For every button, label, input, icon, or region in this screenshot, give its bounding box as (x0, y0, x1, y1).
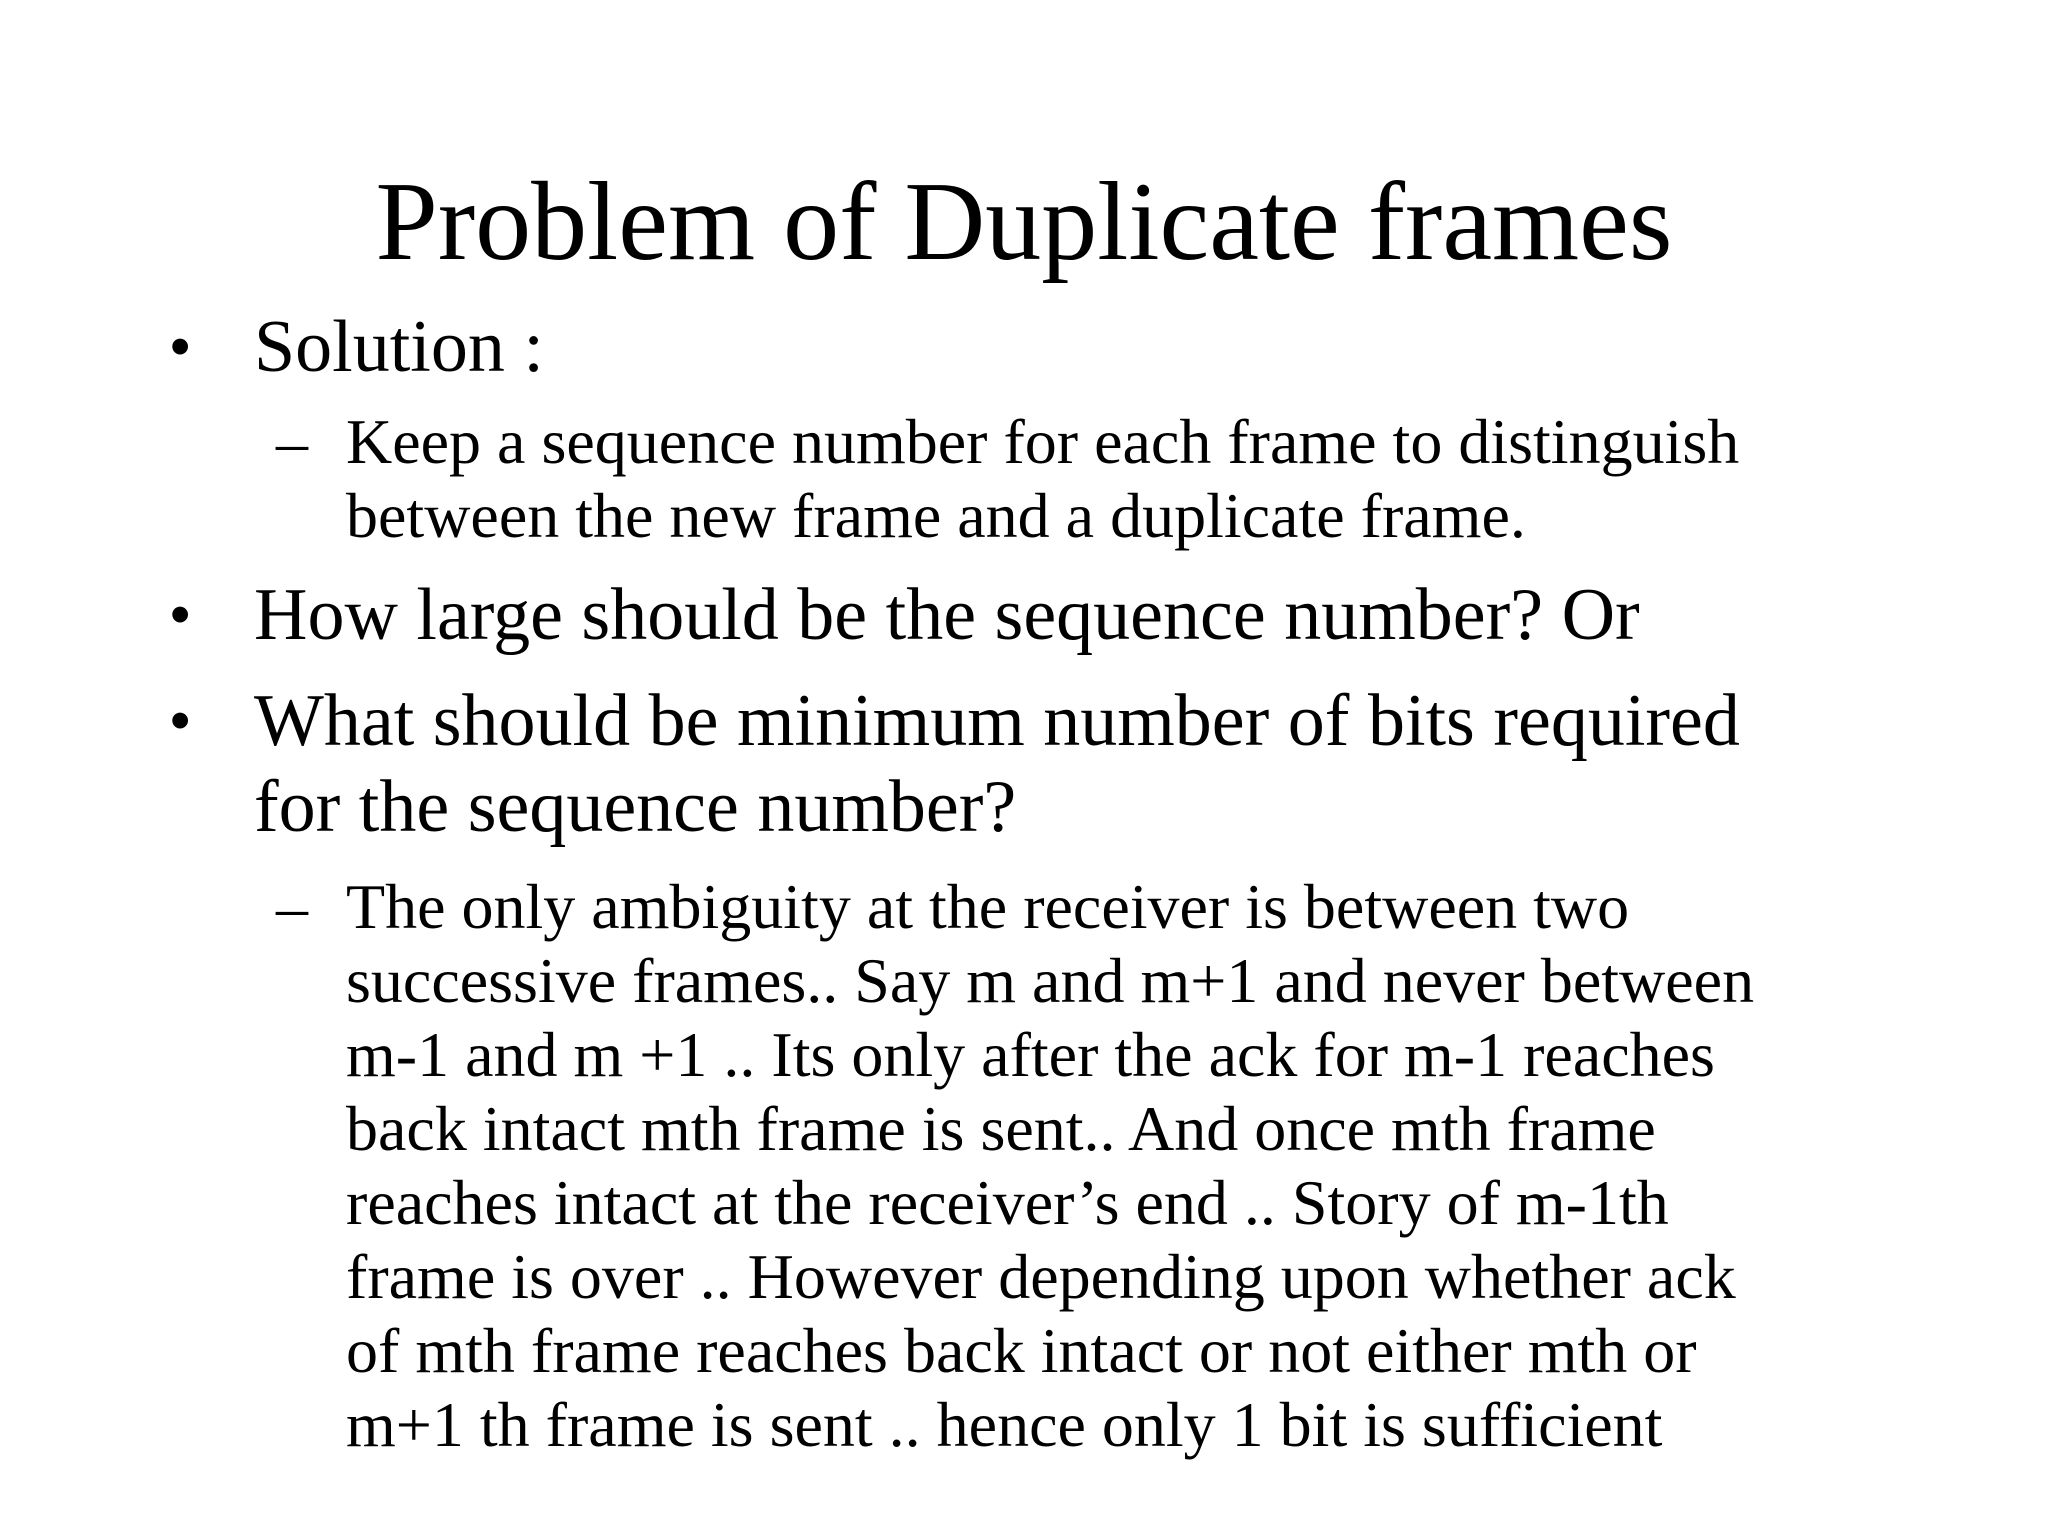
slide-title: Problem of Duplicate frames (375, 160, 1673, 284)
sub-line: reaches intact at the receiver’s end .. Story of m-1th (346, 1167, 1669, 1238)
sub-line: m-1 and m +1 .. Its only after the ack for m-1 reaches (346, 1019, 1715, 1090)
bullet-marker: • (170, 582, 191, 647)
sub-marker: – (276, 871, 308, 942)
sub-line: The only ambiguity at the receiver is between two (346, 871, 1630, 942)
sub-text (346, 870, 1754, 1462)
bullet-text (254, 304, 544, 390)
sub-text (346, 405, 1739, 553)
sub-marker: – (276, 406, 308, 477)
bullet-marker: • (170, 314, 191, 379)
bullet-line: for the sequence number? (254, 766, 1017, 848)
bullet-line: What should be minimum number of bits required (254, 680, 1740, 762)
sub-line: frame is over .. However depending upon whether ack (346, 1241, 1736, 1312)
sub-line: successive frames.. Say m and m+1 and never between (346, 945, 1755, 1016)
sub-line: of mth frame reaches back intact or not either mth or (346, 1315, 1697, 1386)
bullet-marker: • (170, 688, 191, 753)
bullet-text (254, 678, 1740, 850)
bullet-line: Solution : (254, 306, 544, 388)
bullet-text (254, 572, 1640, 658)
sub-line: back intact mth frame is sent.. And once mth frame (346, 1093, 1656, 1164)
bullet-line: How large should be the sequence number? Or (254, 574, 1640, 656)
sub-line: m+1 th frame is sent .. hence only 1 bit is sufficient (346, 1389, 1663, 1460)
sub-line: Keep a sequence number for each frame to distinguish (346, 406, 1740, 477)
sub-line: between the new frame and a duplicate frame. (346, 480, 1526, 551)
